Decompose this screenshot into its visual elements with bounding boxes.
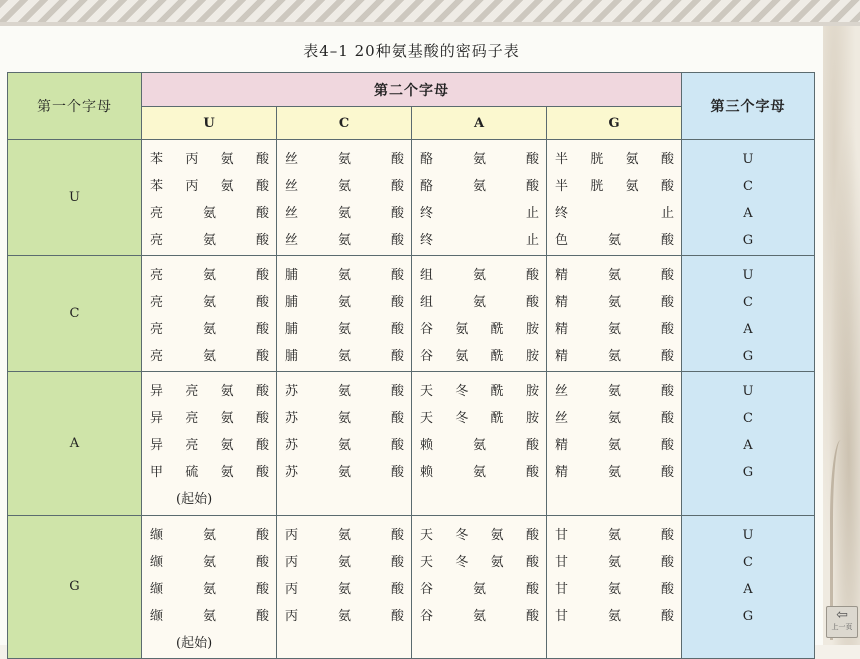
- amino-acid-entry: 丙 氨 酸: [285, 581, 405, 597]
- amino-acid-entry: 脯 氨 酸: [285, 321, 405, 337]
- amino-acid-entry: 脯 氨 酸: [285, 294, 405, 310]
- amino-acid-entry: 缬 氨 酸: [150, 608, 270, 624]
- second-letter-c: C: [277, 107, 412, 139]
- amino-acid-entry: 精 氨 酸: [555, 321, 675, 337]
- amino-acid-entry: 丝 氨 酸: [555, 384, 675, 400]
- codon-table: [7, 72, 815, 659]
- amino-acid-entry: 苏 氨 酸: [285, 465, 405, 481]
- third-letter-cell: [682, 139, 815, 255]
- codon-cell: [277, 255, 412, 371]
- amino-acid-entry: 丝 氨 酸: [555, 411, 675, 427]
- third-letter: U: [742, 527, 754, 543]
- amino-acid-entry: 甘 氨 酸: [555, 554, 675, 570]
- third-letter-header: 第三个字母: [682, 73, 815, 140]
- third-letter: C: [743, 294, 753, 310]
- amino-acid-entry: 缬 氨 酸: [150, 554, 270, 570]
- third-letter: A: [743, 205, 753, 221]
- amino-acid-entry: 缬 氨 酸: [150, 527, 270, 543]
- amino-acid-entry: 丝 氨 酸: [285, 205, 405, 221]
- amino-acid-entry: 缬 氨 酸: [150, 581, 270, 597]
- third-letter: A: [743, 581, 753, 597]
- codon-cell: [547, 515, 682, 658]
- codon-cell: [142, 372, 277, 515]
- third-letter: G: [742, 232, 754, 248]
- third-letter: U: [742, 151, 754, 167]
- amino-acid-entry: 亮 氨 酸: [150, 294, 270, 310]
- second-letter-g: G: [547, 107, 682, 139]
- amino-acid-entry: 精 氨 酸: [555, 294, 675, 310]
- codon-cell: [277, 139, 412, 255]
- amino-acid-entry: 丝 氨 酸: [285, 178, 405, 194]
- codon-cell: [547, 255, 682, 371]
- amino-acid-entry: 亮 氨 酸: [150, 232, 270, 248]
- second-letter-a: A: [412, 107, 547, 139]
- amino-acid-entry: 谷 氨 酰 胺: [420, 321, 540, 337]
- third-letter: C: [743, 411, 753, 427]
- codon-table-slide: [0, 26, 823, 651]
- amino-acid-entry: 酪 氨 酸: [420, 178, 540, 194]
- table-row: [8, 372, 815, 515]
- first-letter-header: 第一个字母: [8, 73, 142, 140]
- codon-cell: [547, 139, 682, 255]
- previous-slide-button[interactable]: [826, 606, 858, 638]
- first-letter-u: U: [8, 139, 142, 255]
- amino-acid-entry: 赖 氨 酸: [420, 438, 540, 454]
- amino-acid-entry: 异 亮 氨 酸: [150, 438, 270, 454]
- amino-acid-entry: 甲 硫 氨 酸: [150, 465, 270, 481]
- amino-acid-entry: 异 亮 氨 酸: [150, 384, 270, 400]
- third-letter: U: [742, 267, 754, 283]
- codon-cell: [547, 372, 682, 515]
- first-letter-g: G: [8, 515, 142, 658]
- amino-acid-entry: 亮 氨 酸: [150, 321, 270, 337]
- amino-acid-entry: 苯 丙 氨 酸: [150, 178, 270, 194]
- amino-acid-entry: 组 氨 酸: [420, 294, 540, 310]
- codon-cell: [412, 372, 547, 515]
- third-letter-cell: [682, 255, 815, 371]
- codon-cell: [412, 255, 547, 371]
- amino-acid-entry: 天 冬 酰 胺: [420, 411, 540, 427]
- codon-cell: [412, 515, 547, 658]
- previous-page-label: 上一页: [831, 623, 853, 631]
- table-row: [8, 515, 815, 658]
- amino-acid-entry: 脯 氨 酸: [285, 267, 405, 283]
- amino-acid-entry: 亮 氨 酸: [150, 267, 270, 283]
- amino-acid-entry: 亮 氨 酸: [150, 348, 270, 364]
- amino-acid-entry: 苏 氨 酸: [285, 384, 405, 400]
- third-letter: C: [743, 554, 753, 570]
- table-caption: 表4–1 20种氨基酸的密码子表: [303, 42, 520, 60]
- third-letter: A: [743, 321, 753, 337]
- amino-acid-entry: 甘 氨 酸: [555, 527, 675, 543]
- amino-acid-entry: 天 冬 氨 酸: [420, 527, 540, 543]
- amino-acid-entry: 苯 丙 氨 酸: [150, 151, 270, 167]
- third-letter: U: [742, 384, 754, 400]
- codon-cell: [277, 515, 412, 658]
- start-note: (起始): [176, 635, 213, 651]
- amino-acid-entry: 丝 氨 酸: [285, 151, 405, 167]
- amino-acid-entry: 苏 氨 酸: [285, 411, 405, 427]
- third-letter-cell: [682, 515, 815, 658]
- third-letter: G: [742, 348, 754, 364]
- amino-acid-entry: 终 止: [420, 205, 540, 221]
- amino-acid-entry: 半 胱 氨 酸: [555, 178, 675, 194]
- amino-acid-entry: 精 氨 酸: [555, 438, 675, 454]
- third-letter: C: [743, 178, 753, 194]
- amino-acid-entry: 丙 氨 酸: [285, 554, 405, 570]
- second-letter-u: U: [142, 107, 277, 139]
- codon-cell: [142, 515, 277, 658]
- amino-acid-entry: 组 氨 酸: [420, 267, 540, 283]
- start-note: (起始): [176, 492, 213, 508]
- amino-acid-entry: 终 止: [420, 232, 540, 248]
- amino-acid-entry: 精 氨 酸: [555, 267, 675, 283]
- table-row: [8, 139, 815, 255]
- amino-acid-entry: 天 冬 氨 酸: [420, 554, 540, 570]
- amino-acid-entry: 赖 氨 酸: [420, 465, 540, 481]
- amino-acid-entry: 酪 氨 酸: [420, 151, 540, 167]
- decorative-border: [0, 0, 860, 26]
- codon-cell: [277, 372, 412, 515]
- back-arrow-icon: ⇦: [836, 607, 848, 623]
- first-letter-c: C: [8, 255, 142, 371]
- third-letter: G: [742, 608, 754, 624]
- amino-acid-entry: 丙 氨 酸: [285, 608, 405, 624]
- amino-acid-entry: 色 氨 酸: [555, 232, 675, 248]
- codon-cell: [142, 255, 277, 371]
- first-letter-a: A: [8, 372, 142, 515]
- amino-acid-entry: 亮 氨 酸: [150, 205, 270, 221]
- codon-cell: [142, 139, 277, 255]
- codon-cell: [412, 139, 547, 255]
- amino-acid-entry: 苏 氨 酸: [285, 438, 405, 454]
- amino-acid-entry: 脯 氨 酸: [285, 348, 405, 364]
- third-letter: G: [742, 465, 754, 481]
- amino-acid-entry: 半 胱 氨 酸: [555, 151, 675, 167]
- amino-acid-entry: 谷 氨 酸: [420, 608, 540, 624]
- third-letter: A: [743, 438, 753, 454]
- amino-acid-entry: 丙 氨 酸: [285, 527, 405, 543]
- amino-acid-entry: 精 氨 酸: [555, 348, 675, 364]
- third-letter-cell: [682, 372, 815, 515]
- second-letter-header: 第二个字母: [142, 73, 682, 107]
- amino-acid-entry: 天 冬 酰 胺: [420, 384, 540, 400]
- amino-acid-entry: 甘 氨 酸: [555, 608, 675, 624]
- amino-acid-entry: 异 亮 氨 酸: [150, 411, 270, 427]
- amino-acid-entry: 丝 氨 酸: [285, 232, 405, 248]
- table-row: [8, 255, 815, 371]
- amino-acid-entry: 谷 氨 酰 胺: [420, 348, 540, 364]
- amino-acid-entry: 精 氨 酸: [555, 465, 675, 481]
- amino-acid-entry: 谷 氨 酸: [420, 581, 540, 597]
- amino-acid-entry: 终 止: [555, 205, 675, 221]
- amino-acid-entry: 甘 氨 酸: [555, 581, 675, 597]
